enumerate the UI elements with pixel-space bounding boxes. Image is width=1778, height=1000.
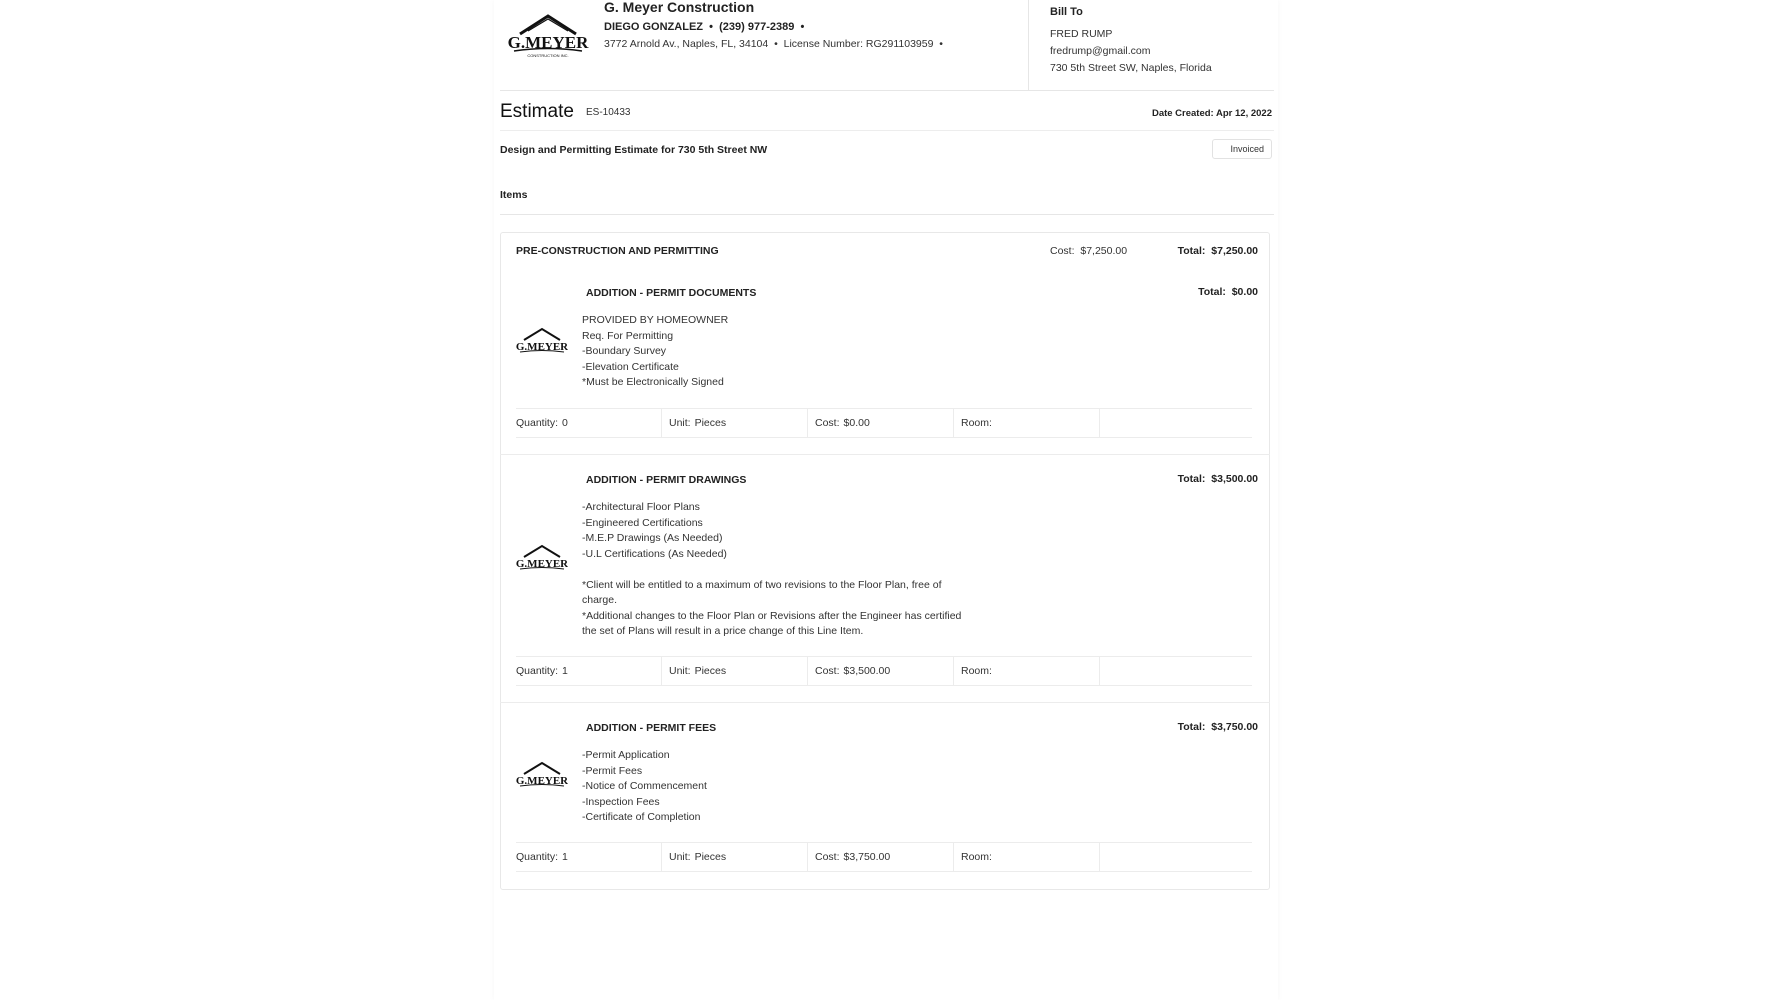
section-title: PRE-CONSTRUCTION AND PERMITTING bbox=[516, 245, 719, 257]
company-name: G. Meyer Construction bbox=[604, 0, 755, 15]
item-total-value: $3,750.00 bbox=[1211, 721, 1258, 733]
cost-value: $3,750.00 bbox=[843, 851, 891, 863]
quantity-label: Quantity: bbox=[516, 851, 559, 863]
logo-text: G.MEYER bbox=[516, 558, 568, 570]
empty-field bbox=[1100, 843, 1252, 871]
item-total-value: $0.00 bbox=[1231, 286, 1258, 298]
cost-value: $0.00 bbox=[843, 417, 870, 429]
item-title: ADDITION - PERMIT FEES bbox=[586, 722, 717, 734]
cost-label: Cost: bbox=[815, 851, 840, 863]
bill-to-address: 730 5th Street SW, Naples, Florida bbox=[1050, 62, 1212, 74]
quantity-field bbox=[516, 843, 662, 871]
unit-label: Unit: bbox=[669, 665, 691, 677]
section-total-value: $7,250.00 bbox=[1211, 245, 1258, 257]
unit-field bbox=[662, 657, 808, 685]
section-cost bbox=[1050, 245, 1127, 257]
room-label: Room: bbox=[961, 851, 992, 863]
item-divider bbox=[500, 454, 1270, 455]
item-fields-row bbox=[516, 656, 1252, 686]
room-label: Room: bbox=[961, 665, 992, 677]
cost-value: $3,500.00 bbox=[843, 665, 891, 677]
item-title: ADDITION - PERMIT DOCUMENTS bbox=[586, 287, 757, 299]
estimate-page bbox=[494, 0, 1278, 1000]
separator-dot: • bbox=[800, 21, 805, 33]
company-logo bbox=[506, 10, 590, 60]
divider bbox=[500, 130, 1274, 131]
contact-name: DIEGO GONZALEZ bbox=[604, 21, 703, 33]
unit-label: Unit: bbox=[669, 417, 691, 429]
item-description: PROVIDED BY HOMEOWNER Req. For Permitting -Boundary Survey -Elevation Certificate *Must be Electronically Signed bbox=[582, 314, 729, 388]
unit-field bbox=[662, 409, 808, 437]
contact-phone[interactable]: (239) 977-2389 bbox=[719, 21, 795, 33]
item-total-label: Total: bbox=[1198, 286, 1226, 298]
quantity-value: 0 bbox=[562, 417, 568, 429]
logo-subtext: CONSTRUCTION INC. bbox=[527, 53, 569, 58]
bill-to-email[interactable]: fredrump@gmail.com bbox=[1050, 45, 1151, 57]
section-cost-value: $7,250.00 bbox=[1080, 245, 1128, 257]
status-badge: Invoiced bbox=[1212, 139, 1272, 159]
room-field bbox=[954, 657, 1100, 685]
separator-dot: • bbox=[774, 38, 778, 50]
unit-value: Pieces bbox=[694, 665, 727, 677]
estimate-title: Estimate bbox=[500, 101, 574, 122]
unit-label: Unit: bbox=[669, 851, 691, 863]
empty-field bbox=[1100, 657, 1252, 685]
divider bbox=[500, 214, 1274, 215]
cost-label: Cost: bbox=[815, 665, 840, 677]
item-total bbox=[1178, 473, 1258, 485]
item-total bbox=[1178, 721, 1258, 733]
logo-text: G.MEYER bbox=[516, 341, 568, 353]
logo-text: G.MEYER bbox=[516, 775, 568, 787]
quantity-value: 1 bbox=[562, 665, 568, 677]
quantity-field bbox=[516, 657, 662, 685]
cost-field bbox=[808, 657, 954, 685]
item-fields-row bbox=[516, 408, 1252, 438]
company-address-line bbox=[604, 38, 943, 50]
quantity-label: Quantity: bbox=[516, 665, 559, 677]
room-label: Room: bbox=[961, 417, 992, 429]
cost-field bbox=[808, 409, 954, 437]
room-field bbox=[954, 409, 1100, 437]
item-total-label: Total: bbox=[1177, 721, 1206, 733]
empty-field bbox=[1100, 409, 1252, 437]
section-total-label: Total: bbox=[1177, 245, 1206, 257]
bill-to-name: FRED RUMP bbox=[1050, 28, 1113, 40]
item-logo bbox=[516, 326, 568, 356]
quantity-label: Quantity: bbox=[516, 417, 559, 429]
date-created: Date Created: Apr 12, 2022 bbox=[1151, 108, 1272, 119]
estimate-number: ES-10433 bbox=[586, 107, 631, 118]
items-heading: Items bbox=[500, 189, 528, 201]
estimate-description: Design and Permitting Estimate for 730 5th Street NW bbox=[500, 144, 768, 156]
unit-field bbox=[662, 843, 808, 871]
item-description: -Permit Application -Permit Fees -Notice of Commencement -Inspection Fees -Certificate of Completion bbox=[582, 749, 707, 823]
separator-dot: • bbox=[709, 21, 713, 33]
contact-line bbox=[604, 21, 804, 33]
item-logo bbox=[516, 543, 568, 573]
item-total bbox=[1198, 286, 1258, 298]
quantity-value: 1 bbox=[562, 851, 568, 863]
quantity-field bbox=[516, 409, 662, 437]
section-total bbox=[1178, 245, 1258, 257]
unit-value: Pieces bbox=[694, 851, 727, 863]
item-title: ADDITION - PERMIT DRAWINGS bbox=[586, 474, 747, 486]
item-logo bbox=[516, 760, 568, 790]
item-total-value: $3,500.00 bbox=[1211, 473, 1258, 485]
separator-dot: • bbox=[939, 38, 943, 50]
license-number: License Number: RG291103959 bbox=[783, 38, 934, 50]
header-divider bbox=[1028, 0, 1029, 90]
section-cost-label: Cost: bbox=[1050, 245, 1075, 257]
room-field bbox=[954, 843, 1100, 871]
header-divider bbox=[500, 90, 1274, 91]
item-total-label: Total: bbox=[1177, 473, 1206, 485]
cost-field bbox=[808, 843, 954, 871]
item-fields-row bbox=[516, 842, 1252, 872]
item-description: -Architectural Floor Plans -Engineered Certifications -M.E.P Drawings (As Needed) -U.L Certifications (As Needed) *Client will be entitled to a maximum of two revisions to the Floor Plan, free of charge. *Additional changes to the Floor Plan or Revisions after the Engineer has certified the set of Plans will result in a price change of this Line Item. bbox=[582, 501, 962, 637]
logo-text: G.MEYER bbox=[507, 33, 589, 52]
cost-label: Cost: bbox=[815, 417, 840, 429]
company-address: 3772 Arnold Av., Naples, FL, 34104 bbox=[604, 38, 769, 50]
item-divider bbox=[500, 702, 1270, 703]
bill-to-label: Bill To bbox=[1050, 6, 1083, 18]
unit-value: Pieces bbox=[694, 417, 727, 429]
